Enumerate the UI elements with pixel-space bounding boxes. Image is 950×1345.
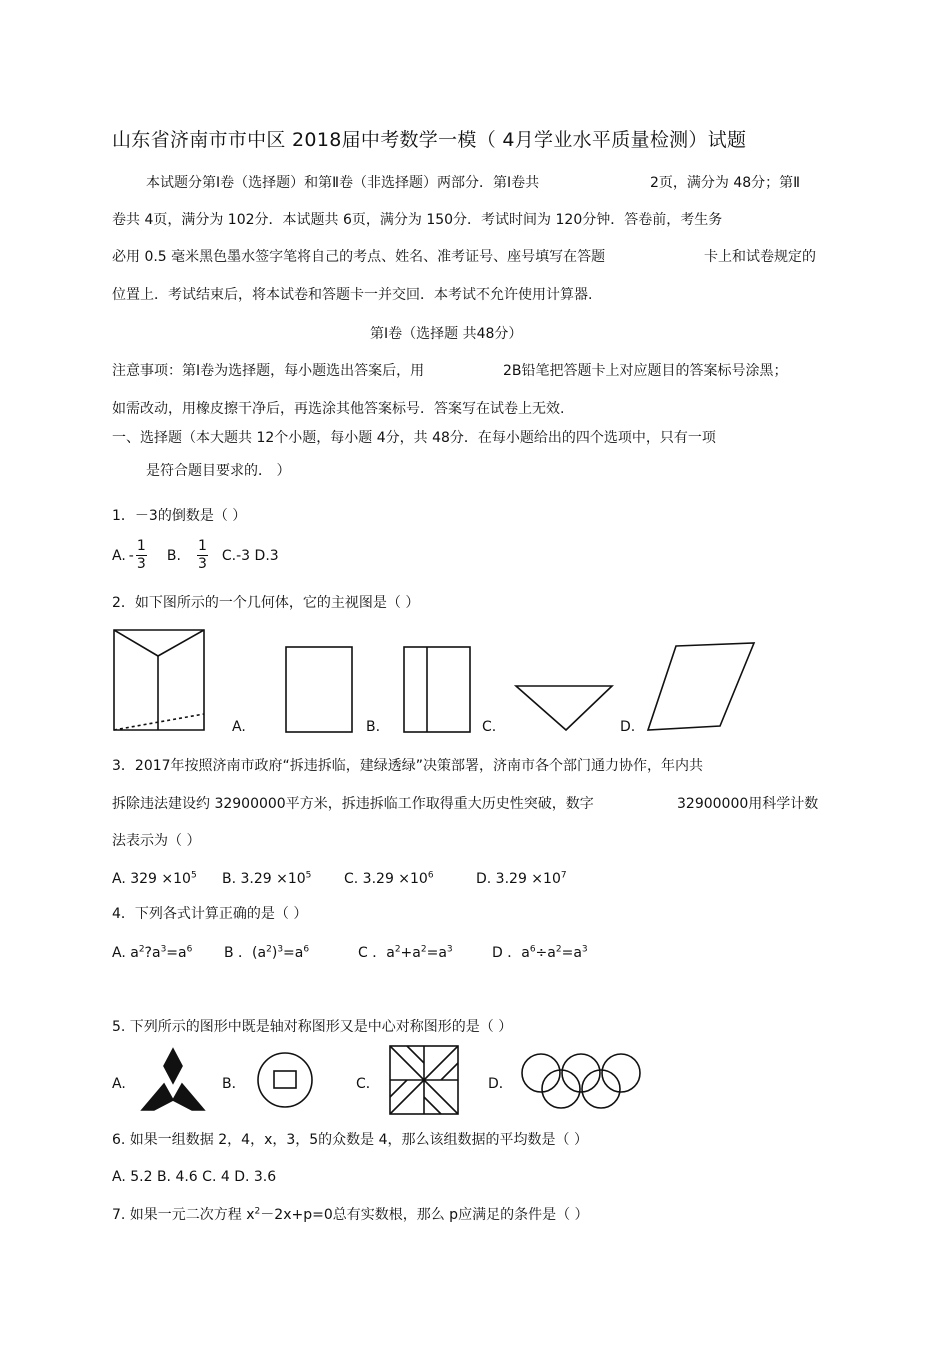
q3-option-d-text: D. 3.29 ×10 bbox=[476, 871, 561, 887]
diamond-shape bbox=[164, 1049, 182, 1083]
q6-options: A. 5.2 B. 4.6 C. 4 D. 3.6 bbox=[112, 1169, 277, 1185]
q1-b-denominator: 3 bbox=[197, 556, 207, 572]
q4-b-exp: 2 bbox=[266, 944, 272, 955]
pinwheel-line bbox=[424, 1097, 441, 1114]
pinwheel-line bbox=[407, 1046, 424, 1063]
q4-option-c bbox=[358, 944, 453, 962]
q1-a-numerator: 1 bbox=[136, 538, 146, 554]
prism-hidden-edge bbox=[114, 714, 204, 730]
q1-a-sign: - bbox=[128, 547, 134, 564]
q4-d-part: D ．a bbox=[492, 945, 530, 961]
q2-label-a: A. bbox=[232, 719, 246, 735]
q2-option-c-triangle bbox=[514, 684, 614, 732]
q2-label-c: C. bbox=[482, 719, 497, 735]
q4-d-exp: 2 bbox=[555, 944, 562, 955]
q7-part-2: －2x+p=0总有实数根，那么 p应满足的条件是（ ） bbox=[260, 1207, 589, 1223]
prism-edge bbox=[114, 630, 158, 656]
q4-option-b bbox=[224, 944, 309, 962]
q7-part-1: 7. 如果一元二次方程 x bbox=[112, 1207, 255, 1223]
q5-label-c: C． bbox=[356, 1076, 380, 1092]
q3-line-3: 法表示为（ ） bbox=[112, 833, 201, 849]
q1-options bbox=[112, 538, 279, 573]
intro-line-2: 卷共 4页，满分为 102分．本试题共 6页，满分为 150分．考试时间为 120分钟．答卷前，考生务 bbox=[112, 212, 723, 228]
q5-option-a-three-diamonds-icon bbox=[140, 1048, 206, 1112]
q5-option-c-pinwheel-icon bbox=[388, 1044, 460, 1116]
q4-b-exp: 3 bbox=[277, 944, 284, 955]
q5-label-a: A. bbox=[112, 1076, 126, 1092]
parallelogram-shape bbox=[648, 643, 754, 730]
q4-b-part: =a bbox=[283, 945, 304, 961]
pinwheel-line bbox=[441, 1063, 458, 1080]
intro-line-1b: 2页，满分为 48分；第Ⅱ bbox=[650, 175, 801, 191]
ring-shape bbox=[562, 1054, 600, 1092]
q4-c-exp: 2 bbox=[394, 944, 401, 955]
q1-stem: 1．－3的倒数是（ ） bbox=[112, 508, 247, 524]
ring-shape bbox=[542, 1070, 580, 1108]
q1-cd-options: C.-3 D.3 bbox=[221, 547, 279, 564]
q3-option-c bbox=[344, 870, 434, 888]
q5-label-b: B． bbox=[222, 1076, 246, 1092]
q5-option-d-olympic-rings-icon bbox=[520, 1052, 642, 1110]
q2-prism-figure bbox=[112, 628, 208, 732]
q3-option-a-text: A. 329 ×10 bbox=[112, 871, 191, 887]
intro-line-3a: 必用 0.5 毫米黑色墨水签字笔将自己的考点、姓名、准考证号、座号填写在答题 bbox=[112, 249, 606, 265]
q2-label-d: D. bbox=[620, 719, 636, 735]
q1-a-label: A. bbox=[112, 547, 126, 564]
q2-option-a-rectangle bbox=[285, 646, 353, 734]
q5-option-b-ancient-coin-icon bbox=[255, 1050, 315, 1110]
q4-a-part: A. a bbox=[112, 945, 139, 961]
q7-stem bbox=[112, 1206, 589, 1224]
prism-outline bbox=[114, 630, 204, 730]
q3-option-d-exp: 7 bbox=[560, 870, 567, 881]
q4-b-part: ) bbox=[271, 945, 278, 961]
intro-line-3b: 卡上和试卷规定的 bbox=[704, 249, 816, 265]
q3-option-c-text: C. 3.29 ×10 bbox=[344, 871, 428, 887]
q2-label-b: B. bbox=[366, 719, 381, 735]
rectangle-shape bbox=[286, 647, 352, 732]
q2-stem: 2．如下图所示的一个几何体，它的主视图是（ ） bbox=[112, 595, 420, 611]
q3-line-2a: 拆除违法建设约 32900000平方米，拆违拆临工作取得重大历史性突破，数字 bbox=[112, 796, 594, 812]
q4-d-part: ÷a bbox=[535, 945, 556, 961]
triangle-shape bbox=[516, 686, 612, 730]
intro-line-4: 位置上．考试结束后，将本试卷和答题卡一并交回．本考试不允许使用计算器. bbox=[112, 287, 593, 303]
q1-a-fraction bbox=[136, 538, 147, 573]
q4-a-exp: 3 bbox=[160, 944, 167, 955]
q3-option-d bbox=[476, 870, 567, 888]
q5-label-d: D． bbox=[488, 1076, 513, 1092]
ring-shape bbox=[522, 1054, 560, 1092]
q5-stem: 5. 下列所示的图形中既是轴对称图形又是中心对称图形的是（ ） bbox=[112, 1019, 513, 1035]
notice-line-2: 如需改动，用橡皮擦干净后，再选涂其他答案标号．答案写在试卷上无效. bbox=[112, 401, 565, 417]
q4-c-part: +a bbox=[400, 945, 421, 961]
diamond-shape bbox=[173, 1084, 204, 1110]
square-hole-shape bbox=[274, 1071, 296, 1088]
q2-option-b-split-rectangle bbox=[403, 646, 471, 734]
q4-c-exp: 2 bbox=[420, 944, 427, 955]
q1-b-label: B. bbox=[166, 547, 181, 564]
q4-d-exp: 3 bbox=[581, 944, 588, 955]
notice-line-1b: 2B铅笔把答题卡上对应题目的答案标号涂黑； bbox=[503, 363, 788, 379]
q3-option-a-exp: 5 bbox=[190, 870, 197, 881]
q4-d-part: =a bbox=[561, 945, 582, 961]
q3-option-b-exp: 5 bbox=[305, 870, 312, 881]
q1-a-denominator: 3 bbox=[136, 556, 146, 572]
q3-option-c-exp: 6 bbox=[427, 870, 434, 881]
q2-option-d-parallelogram bbox=[646, 642, 758, 732]
q4-a-exp: 2 bbox=[138, 944, 145, 955]
q4-option-a bbox=[112, 944, 192, 962]
q4-d-exp: 6 bbox=[529, 944, 536, 955]
circle-shape bbox=[258, 1053, 312, 1107]
q4-a-part: ?a bbox=[144, 945, 161, 961]
q4-c-part: =a bbox=[426, 945, 447, 961]
q4-stem: 4．下列各式计算正确的是（ ） bbox=[112, 906, 308, 922]
q3-option-b-text: B. 3.29 ×10 bbox=[222, 871, 306, 887]
notice-line-1a: 注意事项：第Ⅰ卷为选择题，每小题选出答案后，用 bbox=[112, 363, 425, 379]
page-title: 山东省济南市市中区 2018届中考数学一模（ 4月学业水平质量检测）试题 bbox=[112, 129, 747, 151]
diamond-shape bbox=[142, 1084, 173, 1110]
q4-a-exp: 6 bbox=[186, 944, 193, 955]
intro-line-1a: 本试题分第Ⅰ卷（选择题）和第Ⅱ卷（非选择题）两部分．第Ⅰ卷共 bbox=[146, 175, 540, 191]
q4-b-exp: 6 bbox=[303, 944, 310, 955]
q3-line-1: 3．2017年按照济南市政府“拆违拆临，建绿透绿”决策部署，济南市各个部门通力协作，年内共 bbox=[112, 758, 704, 774]
q3-line-2b: 32900000用科学计数 bbox=[677, 796, 819, 812]
q4-a-part: =a bbox=[166, 945, 187, 961]
ring-shape bbox=[582, 1070, 620, 1108]
section1-line-1: 一、选择题（本大题共 12个小题，每小题 4分，共 48分．在每小题给出的四个选项中，只有一项 bbox=[112, 430, 716, 446]
section1-line-2: 是符合题目要求的． ） bbox=[146, 463, 291, 479]
q4-option-d bbox=[492, 944, 588, 962]
part1-heading: 第Ⅰ卷（选择题 共48分） bbox=[370, 326, 523, 342]
q4-c-part: C ．a bbox=[358, 945, 395, 961]
pinwheel-line bbox=[390, 1080, 407, 1097]
q1-b-fraction bbox=[197, 538, 208, 573]
prism-edge bbox=[158, 630, 204, 656]
rectangle-shape bbox=[404, 647, 470, 732]
q4-b-part: B ．(a bbox=[224, 945, 267, 961]
q7-exp: 2 bbox=[254, 1206, 261, 1217]
q6-stem: 6. 如果一组数据 2，4，x，3，5的众数是 4，那么该组数据的平均数是（ ） bbox=[112, 1132, 588, 1148]
ring-shape bbox=[602, 1054, 640, 1092]
q1-b-numerator: 1 bbox=[197, 538, 207, 554]
q4-c-exp: 3 bbox=[446, 944, 453, 955]
q3-option-b bbox=[222, 870, 311, 888]
q3-option-a bbox=[112, 870, 197, 888]
